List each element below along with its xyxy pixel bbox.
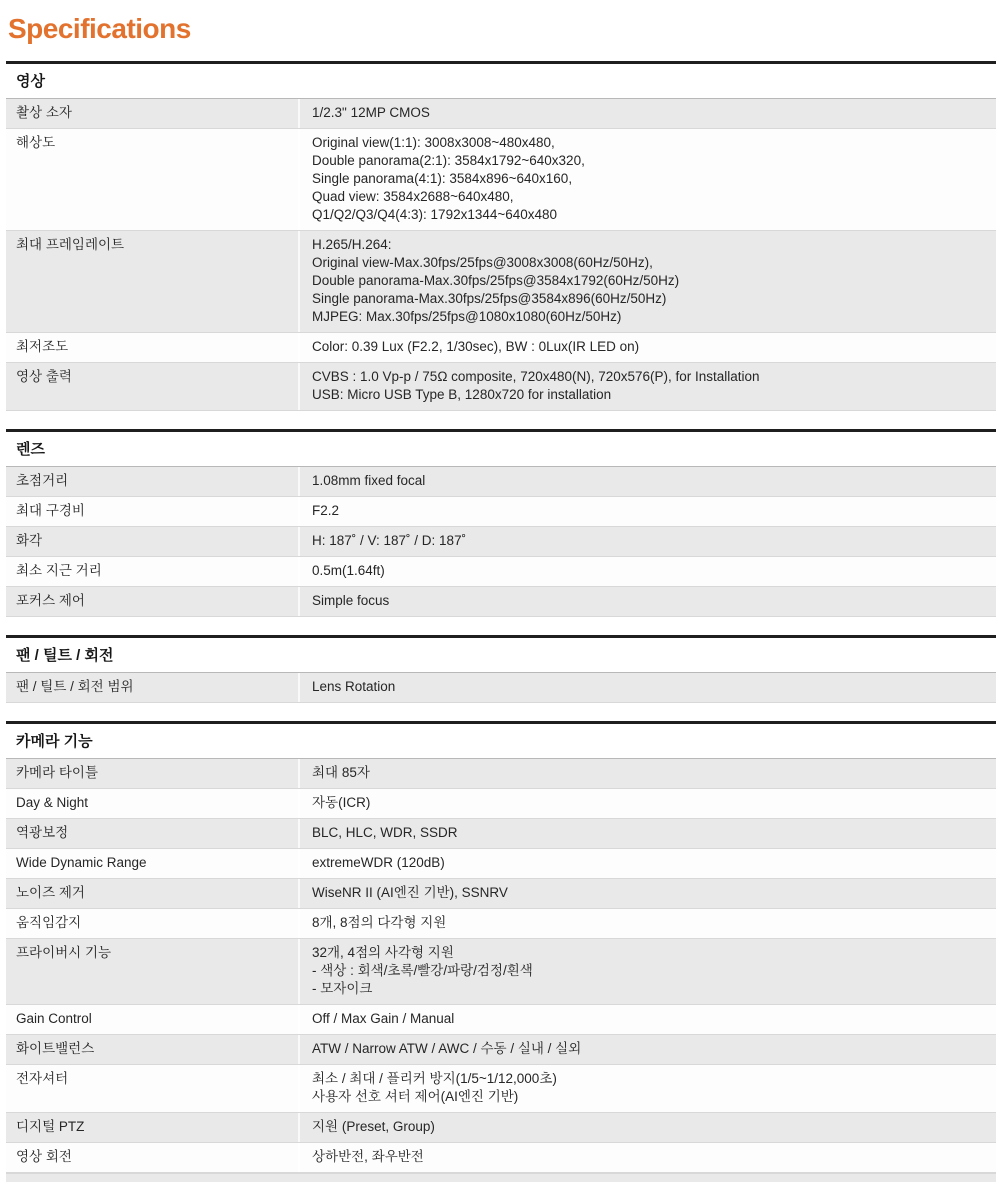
value-line: Original view-Max.30fps/25fps@3008x3008(60Hz/50Hz),	[312, 255, 653, 270]
spec-row	[6, 1143, 996, 1173]
value-line: 사용자 선호 셔터 제어(AI엔진 기반)	[312, 1089, 519, 1104]
spec-row-label: 포커스 제어	[16, 593, 85, 608]
value-line: - 모자이크	[312, 981, 373, 996]
spec-row-label: 최소 지근 거리	[16, 563, 102, 578]
spec-row-value	[298, 849, 996, 878]
section-title: 팬 / 틸트 / 회전	[6, 638, 996, 673]
spec-row	[6, 673, 996, 703]
value-line: Quad view: 3584x2688~640x480,	[312, 189, 514, 204]
spec-row	[6, 1035, 996, 1065]
value-line: 32개, 4점의 사각형 지원	[312, 945, 454, 960]
spec-row	[6, 363, 996, 411]
spec-row-label: Wide Dynamic Range	[16, 855, 147, 870]
spec-row-value	[298, 909, 996, 938]
spec-row-value	[298, 333, 996, 362]
spec-row-value	[298, 759, 996, 788]
value-line: F2.2	[312, 503, 340, 518]
spec-row	[6, 333, 996, 363]
spec-row-label: 프라이버시 기능	[16, 945, 112, 960]
value-line: Double panorama(2:1): 3584x1792~640x320,	[312, 153, 585, 168]
spec-row-value	[298, 1005, 996, 1034]
spec-row-value	[298, 497, 996, 526]
spec-table	[6, 61, 996, 1182]
spec-row-label: 초점거리	[16, 473, 69, 488]
spec-row-value	[298, 819, 996, 848]
spec-row	[6, 1005, 996, 1035]
spec-row-label: 최저조도	[16, 339, 69, 354]
spec-row-label: 화이트밸런스	[16, 1041, 95, 1056]
spec-row	[6, 99, 996, 129]
value-line: 1/2.3" 12MP CMOS	[312, 105, 430, 120]
spec-row-value	[298, 1035, 996, 1064]
spec-row	[6, 939, 996, 1005]
section-title: 영상	[6, 64, 996, 99]
value-line: Q1/Q2/Q3/Q4(4:3): 1792x1344~640x480	[312, 207, 558, 222]
value-line: Double panorama-Max.30fps/25fps@3584x1792(60Hz/50Hz)	[312, 273, 680, 288]
value-line: Off / Max Gain / Manual	[312, 1011, 455, 1026]
spec-section	[6, 635, 996, 703]
spec-row-label: 화각	[16, 533, 43, 548]
value-line: BLC, HLC, WDR, SSDR	[312, 825, 458, 840]
spec-row-label: 영상 출력	[16, 369, 72, 384]
spec-row-label: 카메라 타이틀	[16, 765, 98, 780]
value-line: WiseNR II (AI엔진 기반), SSNRV	[312, 885, 508, 900]
spec-row-value	[298, 879, 996, 908]
spec-row-value	[298, 939, 996, 1004]
spec-row-label: 노이즈 제거	[16, 885, 85, 900]
page-title: Specifications	[8, 13, 191, 44]
spec-row	[6, 1065, 996, 1113]
spec-row-value	[298, 129, 996, 230]
value-line: ATW / Narrow ATW / AWC / 수동 / 실내 / 실외	[312, 1041, 582, 1056]
value-line: Lens Rotation	[312, 679, 396, 694]
value-line: 자동(ICR)	[312, 795, 371, 810]
spec-row-label: 전자셔터	[16, 1071, 69, 1086]
spec-row-label: 최대 프레임레이트	[16, 237, 125, 252]
value-line: - 색상 : 회색/초록/빨강/파랑/검정/흰색	[312, 963, 533, 978]
value-line: Single panorama(4:1): 3584x896~640x160,	[312, 171, 573, 186]
spec-row-label: Day & Night	[16, 795, 89, 810]
spec-section	[6, 61, 996, 411]
spec-row-label: 팬 / 틸트 / 회전 범위	[16, 679, 134, 694]
value-line: 상하반전, 좌우반전	[312, 1149, 424, 1164]
spec-row-value	[298, 467, 996, 496]
spec-row	[6, 879, 996, 909]
spec-row-value	[298, 789, 996, 818]
spec-row	[6, 909, 996, 939]
value-line: extremeWDR (120dB)	[312, 855, 445, 870]
value-line: 최대 85자	[312, 765, 370, 780]
spec-row	[6, 819, 996, 849]
spec-row-value	[298, 363, 996, 410]
spec-row-label: 최대 구경비	[16, 503, 85, 518]
spec-row	[6, 497, 996, 527]
spec-row	[6, 849, 996, 879]
spec-row-value	[298, 231, 996, 332]
spec-row	[6, 129, 996, 231]
spec-row-value	[298, 1065, 996, 1112]
value-line: USB: Micro USB Type B, 1280x720 for installation	[312, 387, 612, 402]
spec-row-value	[298, 587, 996, 616]
value-line: 1.08mm fixed focal	[312, 473, 426, 488]
spec-row-label: 디지털 PTZ	[16, 1119, 85, 1134]
spec-row-value	[298, 673, 996, 702]
value-line: Simple focus	[312, 593, 390, 608]
spec-section	[6, 721, 996, 1182]
value-line: H.265/H.264:	[312, 237, 392, 252]
value-line: 0.5m(1.64ft)	[312, 563, 385, 578]
value-line: Single panorama-Max.30fps/25fps@3584x896(60Hz/50Hz)	[312, 291, 667, 306]
spec-row	[6, 231, 996, 333]
value-line: MJPEG: Max.30fps/25fps@1080x1080(60Hz/50Hz)	[312, 309, 622, 324]
value-line: Original view(1:1): 3008x3008~480x480,	[312, 135, 555, 150]
spec-row-label: 움직임감지	[16, 915, 82, 930]
spec-row-label: Gain Control	[16, 1011, 92, 1026]
spec-row-value	[298, 527, 996, 556]
spec-row-value	[298, 557, 996, 586]
spec-row	[6, 467, 996, 497]
spec-row-label: 촬상 소자	[16, 105, 72, 120]
spec-row	[6, 789, 996, 819]
value-line: 최소 / 최대 / 플리커 방지(1/5~1/12,000초)	[312, 1071, 557, 1086]
spec-row	[6, 587, 996, 617]
spec-section	[6, 429, 996, 617]
spec-row	[6, 527, 996, 557]
spec-row-label: 영상 회전	[16, 1149, 72, 1164]
spec-row	[6, 1113, 996, 1143]
spec-row-value	[298, 99, 996, 128]
spec-row	[6, 557, 996, 587]
value-line: H: 187˚ / V: 187˚ / D: 187˚	[312, 533, 467, 548]
spec-row-value	[298, 1113, 996, 1142]
bottom-partial-row	[6, 1173, 996, 1182]
value-line: 지원 (Preset, Group)	[312, 1119, 435, 1134]
section-title: 렌즈	[6, 432, 996, 467]
section-title: 카메라 기능	[6, 724, 996, 759]
value-line: CVBS : 1.0 Vp-p / 75Ω composite, 720x480(N), 720x576(P), for Installation	[312, 369, 760, 384]
spec-row	[6, 759, 996, 789]
spec-row-label: 역광보정	[16, 825, 69, 840]
value-line: Color: 0.39 Lux (F2.2, 1/30sec), BW : 0Lux(IR LED on)	[312, 339, 640, 354]
spec-row-label: 해상도	[16, 135, 56, 150]
spec-row-value	[298, 1143, 996, 1172]
value-line: 8개, 8점의 다각형 지원	[312, 915, 447, 930]
